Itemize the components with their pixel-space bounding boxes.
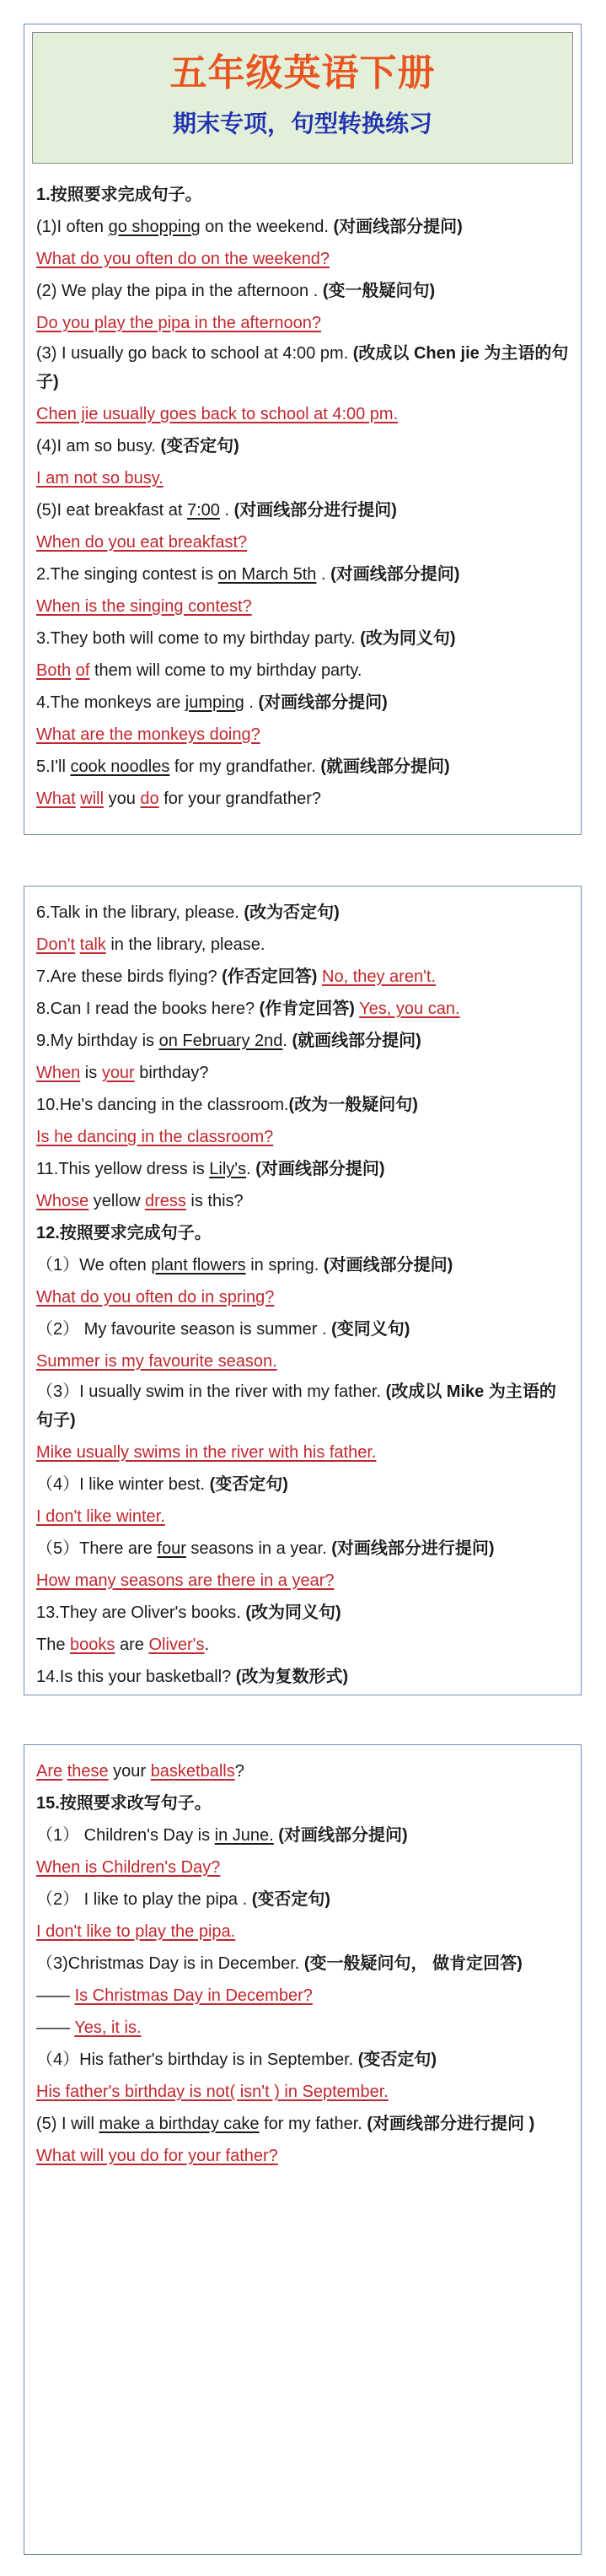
instruction: (对画线部分进行提问) (233, 501, 397, 520)
answer-line: What are the monkeys doing? (36, 725, 260, 744)
question-line: 6.Talk in the library, please. (改为否定句) (36, 903, 340, 922)
instruction: (对画线部分进行提问 ) (367, 2115, 535, 2133)
worksheet-page-1 (24, 24, 582, 835)
question-line: 7.Are these birds flying? (作否定回答) No, they aren't. (36, 967, 437, 986)
underlined-phrase: on March 5th (217, 565, 317, 584)
answer-line: Summer is my favourite season. (36, 1352, 277, 1371)
question-line: (4)I am so busy. (变否定句) (36, 437, 239, 455)
answer-line: Do you play the pipa in the afternoon? (36, 314, 322, 332)
exercise-list (24, 1745, 581, 2172)
answer-line: When is your birthday? (36, 1064, 209, 1082)
answer-inline: No, they aren't. (322, 967, 437, 986)
instruction: (变否定句) (160, 437, 239, 455)
instruction: (改成以 Mike 为主语的句子) (36, 1382, 556, 1430)
question-line: 2.The singing contest is on March 5th . (对画线部分提问) (36, 565, 460, 584)
answer-line: Chen jie usually goes back to school at 4:00 pm. (36, 405, 399, 423)
underlined-phrase: make a birthday cake (99, 2115, 260, 2133)
question-line: （3)Christmas Day is in December. (变一般疑问句， 做肯定回答) (36, 1954, 523, 1973)
exercise-list (24, 164, 581, 815)
answer-line: When do you eat breakfast? (36, 533, 248, 552)
question-line: 14.Is this your basketball? (改为复数形式) (36, 1668, 349, 1686)
page-title: 五年级英语下册 (169, 51, 436, 94)
answer-line: What will you do for your father? (36, 2147, 278, 2165)
underlined-phrase: go shopping (108, 218, 201, 236)
underlined-phrase: plant flowers (151, 1256, 246, 1275)
underlined-phrase: on February 2nd (158, 1032, 283, 1050)
instruction: (改为否定句) (244, 903, 340, 922)
dash: —— (36, 2018, 75, 2037)
underlined-phrase: 7:00 (186, 501, 220, 520)
worksheet-page-3 (24, 1744, 582, 2555)
question-line: (2) We play the pipa in the afternoon . (变一般疑问句) (36, 282, 436, 300)
answer-line: What will you do for your grandfather? (36, 790, 321, 808)
answer-line: When is the singing contest? (36, 597, 252, 616)
section-heading: 1.按照要求完成句子。 (36, 186, 202, 204)
instruction: (改为同义句) (360, 629, 456, 648)
answer-line: Is he dancing in the classroom? (36, 1128, 274, 1146)
exercise-list (24, 887, 581, 1693)
instruction: (作否定回答) (222, 967, 318, 986)
question-line: (5)I eat breakfast at 7:00 . (对画线部分进行提问) (36, 501, 397, 520)
instruction: (对画线部分提问) (333, 218, 463, 236)
question-line: (5) I will make a birthday cake for my father. (对画线部分进行提问 ) (36, 2115, 535, 2133)
underlined-phrase: cook noodles (70, 757, 170, 776)
question-line: 11.This yellow dress is Lily's. (对画线部分提问) (36, 1160, 385, 1178)
answer-line: Whose yellow dress is this? (36, 1192, 244, 1210)
worksheet-page-2 (24, 886, 582, 1695)
question-line: （3）I usually swim in the river with my father. (改成以 Mike 为主语的句子) (36, 1382, 556, 1430)
page-subtitle: 期末专项，句型转换练习 (172, 110, 432, 137)
dash: —— (36, 1986, 75, 2005)
question-line: (3) I usually go back to school at 4:00 pm. (改成以 Chen jie 为主语的句子) (36, 344, 569, 391)
underlined-phrase: four (157, 1539, 186, 1558)
question-line: 9.My birthday is on February 2nd. (就画线部分提问) (36, 1032, 421, 1050)
question-line: 8.Can I read the books here? (作肯定回答) Yes, you can. (36, 1000, 460, 1018)
section-heading: 12.按照要求完成句子。 (36, 1224, 212, 1242)
instruction: (就画线部分提问) (292, 1032, 421, 1050)
answer-line: The books are Oliver's. (36, 1636, 210, 1654)
instruction: (改为一般疑问句) (288, 1096, 418, 1114)
instruction: (对画线部分提问) (323, 1256, 453, 1275)
answer-line: I am not so busy. (36, 469, 164, 488)
question-line: 3.They both will come to my birthday party. (改为同义句) (36, 629, 456, 648)
answer-line: —— Is Christmas Day in December? (36, 1986, 313, 2005)
underlined-phrase: jumping (185, 693, 244, 712)
question-line: 10.He's dancing in the classroom.(改为一般疑问句) (36, 1096, 418, 1114)
instruction: (变否定句) (251, 1890, 331, 1909)
instruction: (对画线部分提问) (258, 693, 388, 712)
question-line: （1） Children's Day is in June. (对画线部分提问) (36, 1826, 408, 1845)
instruction: (变同义句) (331, 1320, 410, 1339)
question-line: （4）His father's birthday is in September. (变否定句) (36, 2051, 437, 2069)
instruction: (改为复数形式) (235, 1668, 349, 1686)
question-line: 5.I'll cook noodles for my grandfather. (就画线部分提问) (36, 757, 450, 776)
underlined-phrase: Lily's (209, 1160, 247, 1178)
instruction: (对画线部分提问) (278, 1826, 408, 1845)
answer-line: What do you often do in spring? (36, 1288, 275, 1307)
question-line: （1）We often plant flowers in spring. (对画线部分提问) (36, 1256, 453, 1275)
answer-line: —— Yes, it is. (36, 2018, 142, 2037)
question-line: （5）There are four seasons in a year. (对画线部分进行提问) (36, 1539, 495, 1558)
answer-line: I don't like to play the pipa. (36, 1922, 236, 1941)
instruction: (变一般疑问句) (322, 282, 436, 300)
question-line: （4）I like winter best. (变否定句) (36, 1475, 288, 1494)
answer-line: Are these your basketballs? (36, 1762, 244, 1781)
instruction: (对画线部分进行提问) (331, 1539, 495, 1558)
instruction: (变否定句) (209, 1475, 288, 1494)
question-line: （2） My favourite season is summer . (变同义句) (36, 1320, 410, 1339)
answer-inline: Yes, you can. (359, 1000, 460, 1018)
instruction: (变一般疑问句， 做肯定回答) (303, 1954, 523, 1973)
answer-line: Both of them will come to my birthday party. (36, 661, 362, 680)
instruction: (变否定句) (357, 2051, 437, 2069)
answer-line: I don't like winter. (36, 1507, 165, 1526)
instruction: (作肯定回答) (259, 1000, 355, 1018)
answer-line: Mike usually swims in the river with his father. (36, 1443, 377, 1462)
answer-line: Don't talk in the library, please. (36, 935, 265, 954)
question-line: (1)I often go shopping on the weekend. (对画线部分提问) (36, 218, 463, 236)
instruction: (对画线部分提问) (330, 565, 460, 584)
answer-line: How many seasons are there in a year? (36, 1571, 335, 1590)
question-line: 13.They are Oliver's books. (改为同义句) (36, 1603, 341, 1622)
answer-line: When is Children's Day? (36, 1858, 221, 1877)
answer-line: What do you often do on the weekend? (36, 250, 330, 268)
question-line: （2） I like to play the pipa . (变否定句) (36, 1890, 331, 1909)
underlined-phrase: in June. (214, 1826, 274, 1845)
instruction: (就画线部分提问) (320, 757, 450, 776)
instruction: (对画线部分提问) (255, 1160, 385, 1178)
instruction: (改成以 Chen jie 为主语的句子) (36, 344, 569, 391)
section-heading: 15.按照要求改写句子。 (36, 1794, 212, 1813)
answer-line: His father's birthday is not( isn't ) in September. (36, 2083, 389, 2101)
title-banner (32, 32, 573, 164)
question-line: 4.The monkeys are jumping . (对画线部分提问) (36, 693, 388, 712)
instruction: (改为同义句) (245, 1603, 341, 1622)
